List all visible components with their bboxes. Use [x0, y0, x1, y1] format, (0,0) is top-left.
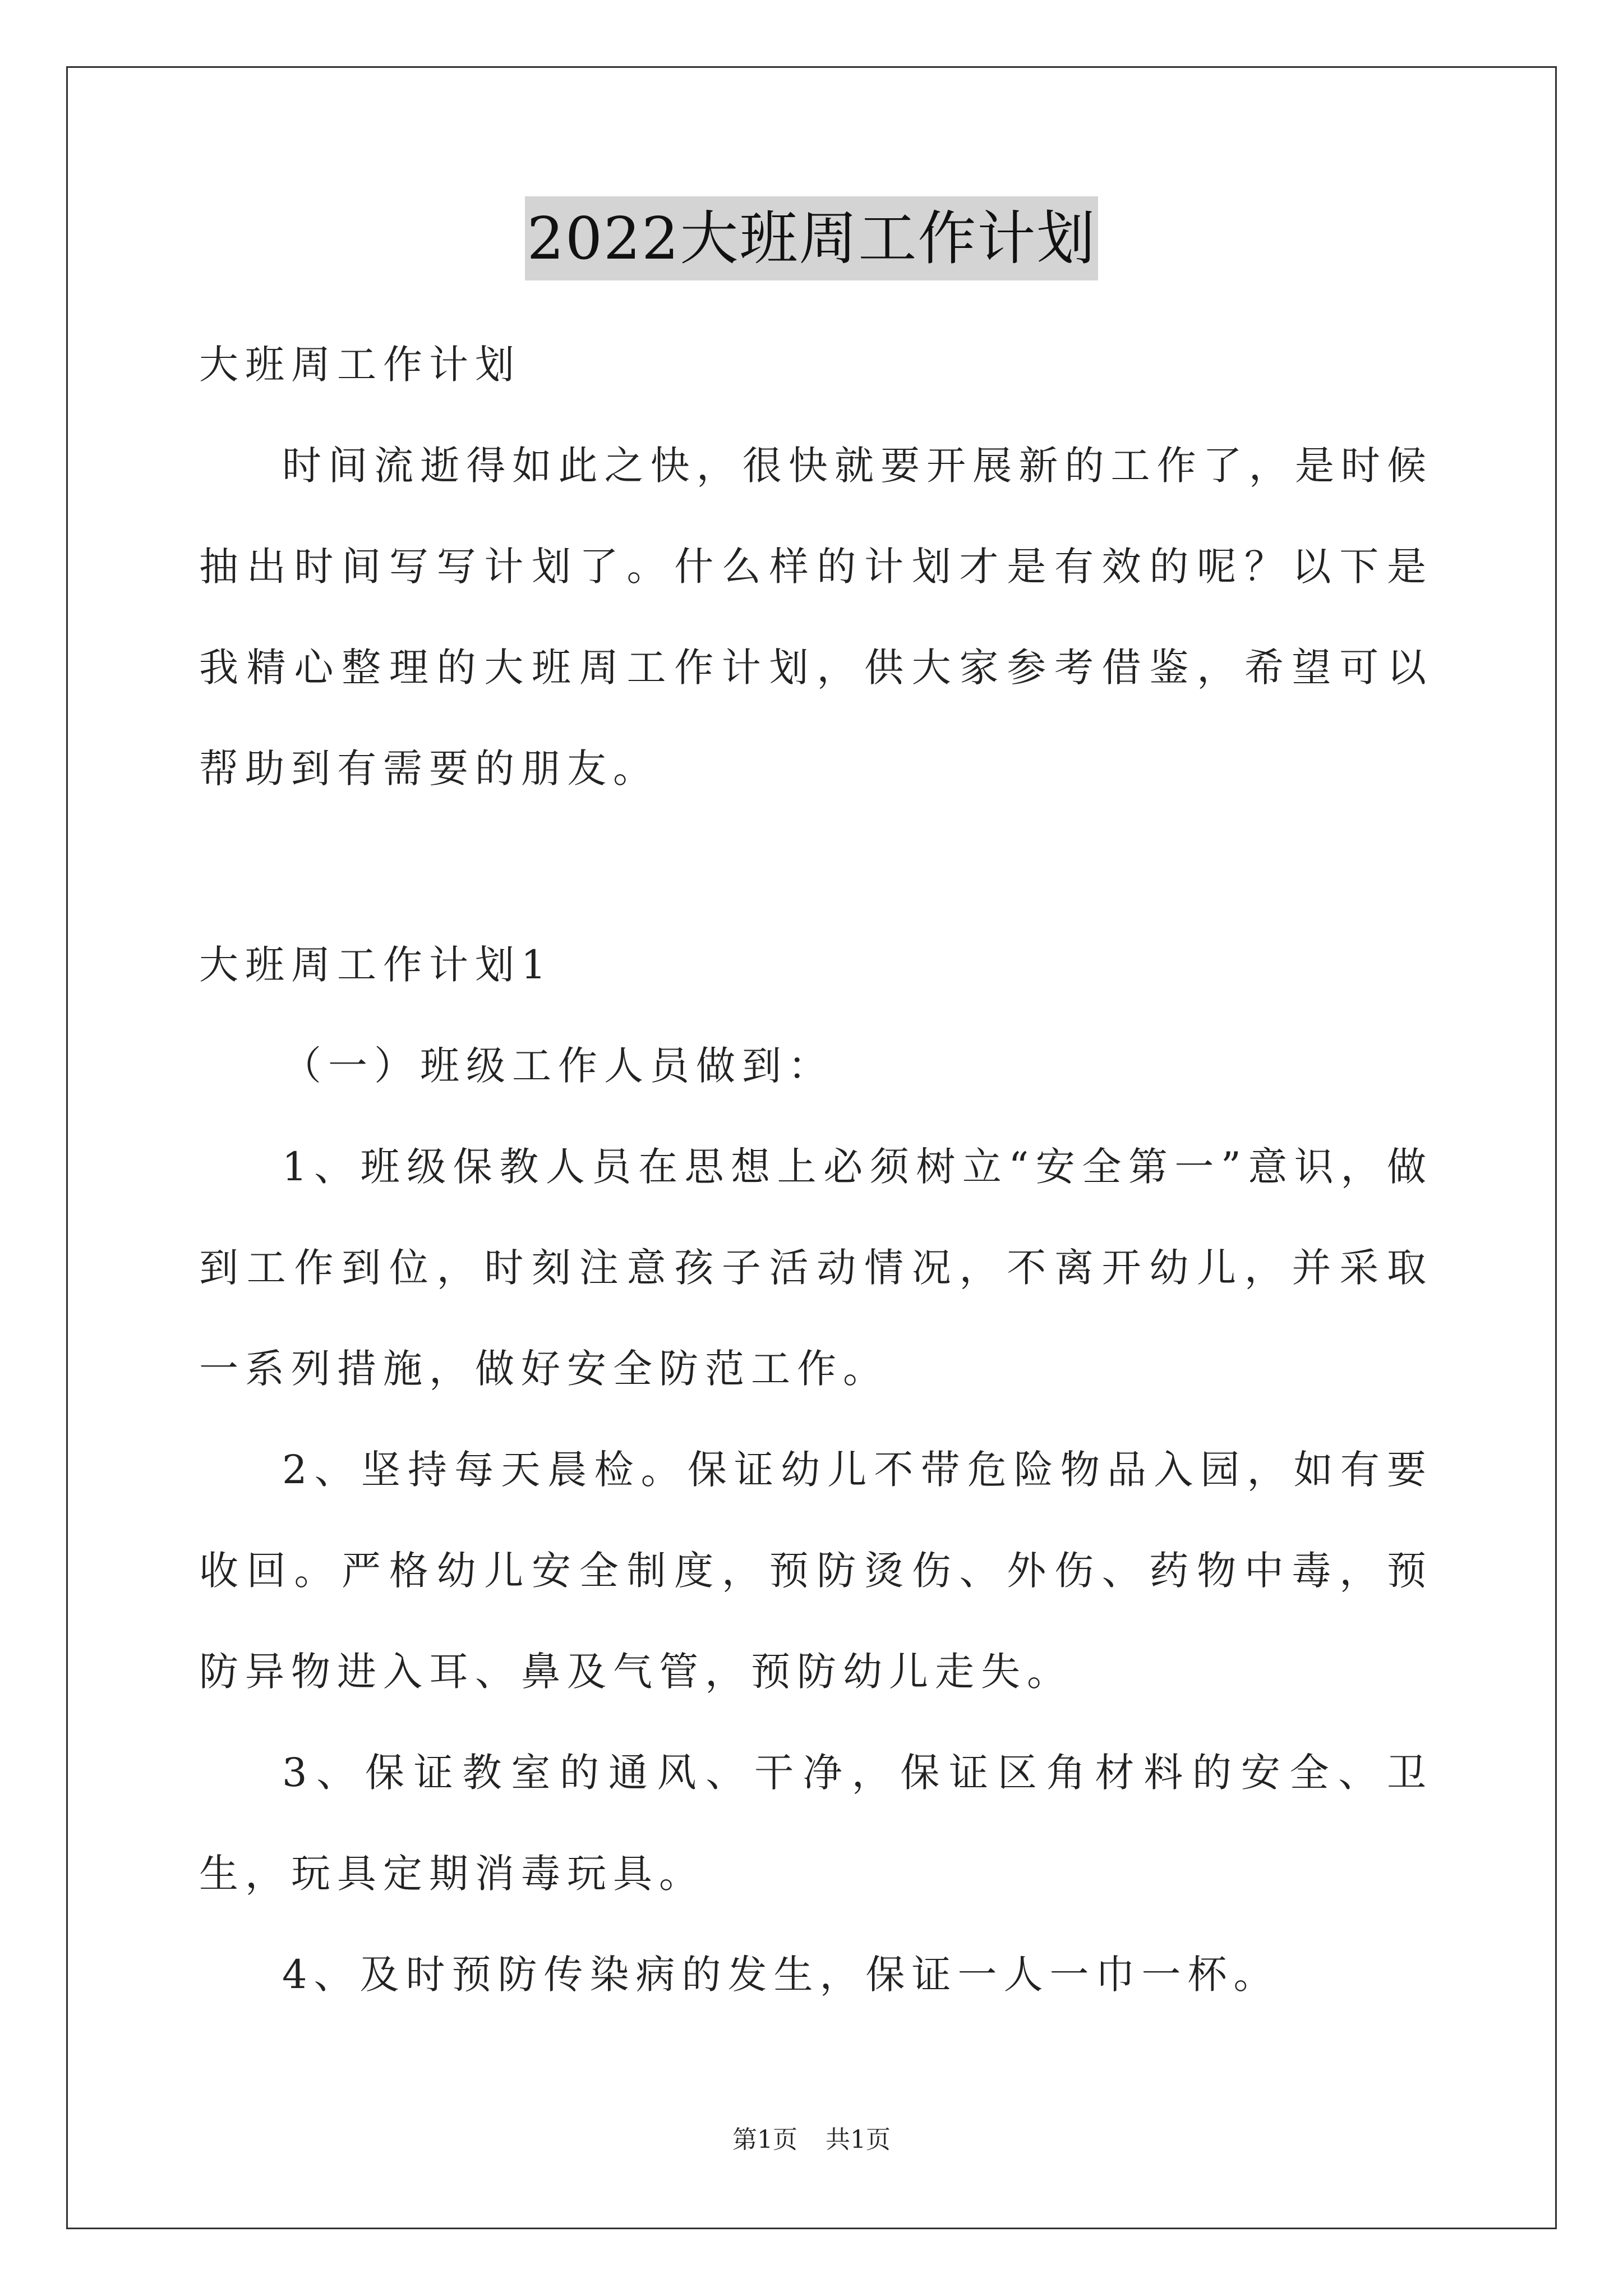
document-body: [199, 314, 1433, 2025]
page-number: 第1页: [732, 2125, 797, 2154]
sub-heading: （一）班级工作人员做到：: [282, 1043, 834, 1089]
list-item: 4、及时预防传染病的发生，保证一人一巾一杯。: [282, 1952, 1280, 1998]
page-total: 共1页: [826, 2125, 891, 2154]
page-footer: [0, 2123, 1623, 2157]
subtitle: 大班周工作计划: [199, 342, 521, 388]
section-heading: 大班周工作计划1: [199, 942, 553, 988]
list-item: 1、班级保教人员在思想上必须树立“安全第一”意识，做到工作到位，时刻注意孩子活动情况，不离开幼儿，并采取一系列措施，做好安全防范工作。: [199, 1144, 1433, 1392]
list-item: 3、保证教室的通风、干净，保证区角材料的安全、卫生，玩具定期消毒玩具。: [199, 1750, 1433, 1897]
list-item: 2、坚持每天晨检。保证幼儿不带危险物品入园，如有要收回。严格幼儿安全制度，预防烫伤、外伤、药物中毒，预防异物进入耳、鼻及气管，预防幼儿走失。: [199, 1447, 1433, 1695]
title-container: [0, 196, 1623, 280]
section-gap: [199, 819, 1433, 914]
intro-paragraph: 时间流逝得如此之快，很快就要开展新的工作了，是时候抽出时间写写计划了。什么样的计划才是有效的呢？以下是我精心整理的大班周工作计划，供大家参考借鉴，希望可以帮助到有需要的朋友。: [199, 443, 1433, 792]
document-title: 2022大班周工作计划: [525, 196, 1099, 280]
